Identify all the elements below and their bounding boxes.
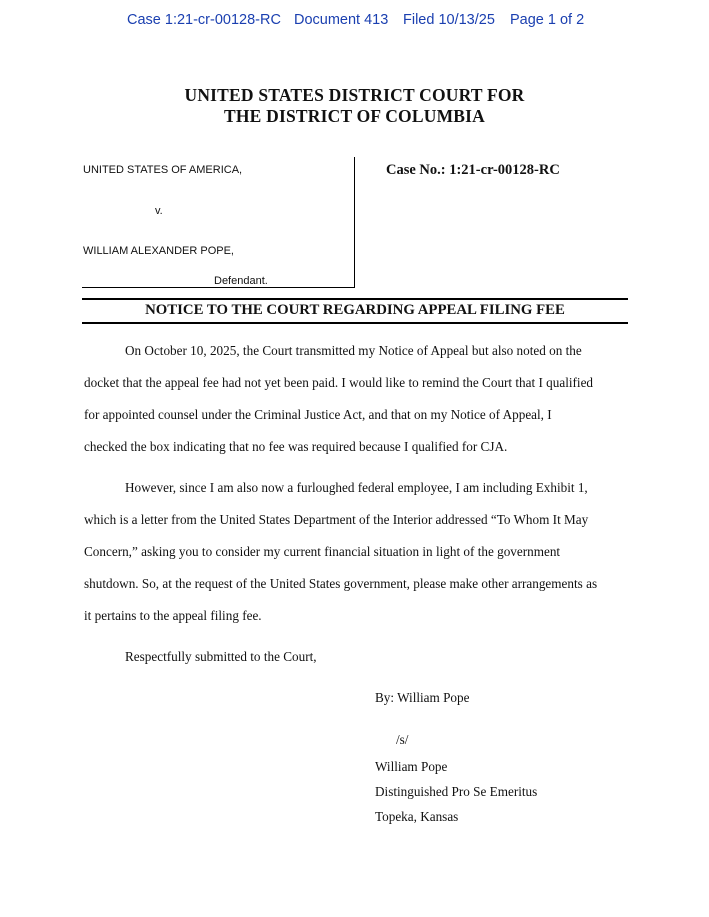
caption-vertical-divider — [354, 157, 355, 287]
body-line: However, since I am also now a furloughed federal employee, I am including Exhibit 1, — [125, 480, 588, 495]
body-line: checked the box indicating that no fee was required because I qualified for CJA. — [84, 439, 508, 454]
body-line: shutdown. So, at the request of the United States government, please make other arrangements as — [84, 576, 598, 591]
signature-by: By: William Pope — [375, 690, 470, 705]
caption-plaintiff: UNITED STATES OF AMERICA, — [83, 164, 243, 176]
case-number: Case No.: 1:21-cr-00128-RC — [386, 162, 560, 178]
header-page-count: Page 1 of 2 — [510, 12, 585, 28]
caption-versus: v. — [155, 205, 163, 217]
header-filed-date: Filed 10/13/25 — [403, 12, 495, 28]
body-line: On October 10, 2025, the Court transmitted my Notice of Appeal but also noted on the — [125, 343, 582, 358]
body-line: docket that the appeal fee had not yet been paid. I would like to remind the Court that I qualified — [84, 375, 594, 390]
body-line: which is a letter from the United States Department of the Interior addressed “To Whom It May — [84, 512, 589, 527]
document-title: NOTICE TO THE COURT REGARDING APPEAL FILING FEE — [145, 302, 565, 318]
closing-line: Respectfully submitted to the Court, — [125, 649, 317, 664]
signature-mark: /s/ — [396, 732, 409, 747]
header-case-number: Case 1:21-cr-00128-RC — [127, 12, 281, 28]
court-name-line-1: UNITED STATES DISTRICT COURT FOR — [184, 85, 525, 105]
header-document-number: Document 413 — [294, 12, 389, 28]
title-rule-bottom — [82, 322, 628, 324]
court-name-line-2: THE DISTRICT OF COLUMBIA — [223, 106, 486, 126]
signer-name: William Pope — [375, 759, 448, 774]
body-line: Concern,” asking you to consider my current financial situation in light of the government — [84, 544, 561, 559]
caption-defendant-role: Defendant. — [214, 275, 268, 287]
caption-horizontal-divider — [82, 287, 355, 288]
caption-defendant: WILLIAM ALEXANDER POPE, — [83, 245, 234, 257]
body-line: for appointed counsel under the Criminal Justice Act, and that on my Notice of Appeal, I — [84, 407, 552, 422]
signer-title: Distinguished Pro Se Emeritus — [375, 784, 538, 799]
signer-location: Topeka, Kansas — [375, 809, 459, 824]
body-line: it pertains to the appeal filing fee. — [84, 608, 262, 623]
title-rule-top — [82, 298, 628, 300]
